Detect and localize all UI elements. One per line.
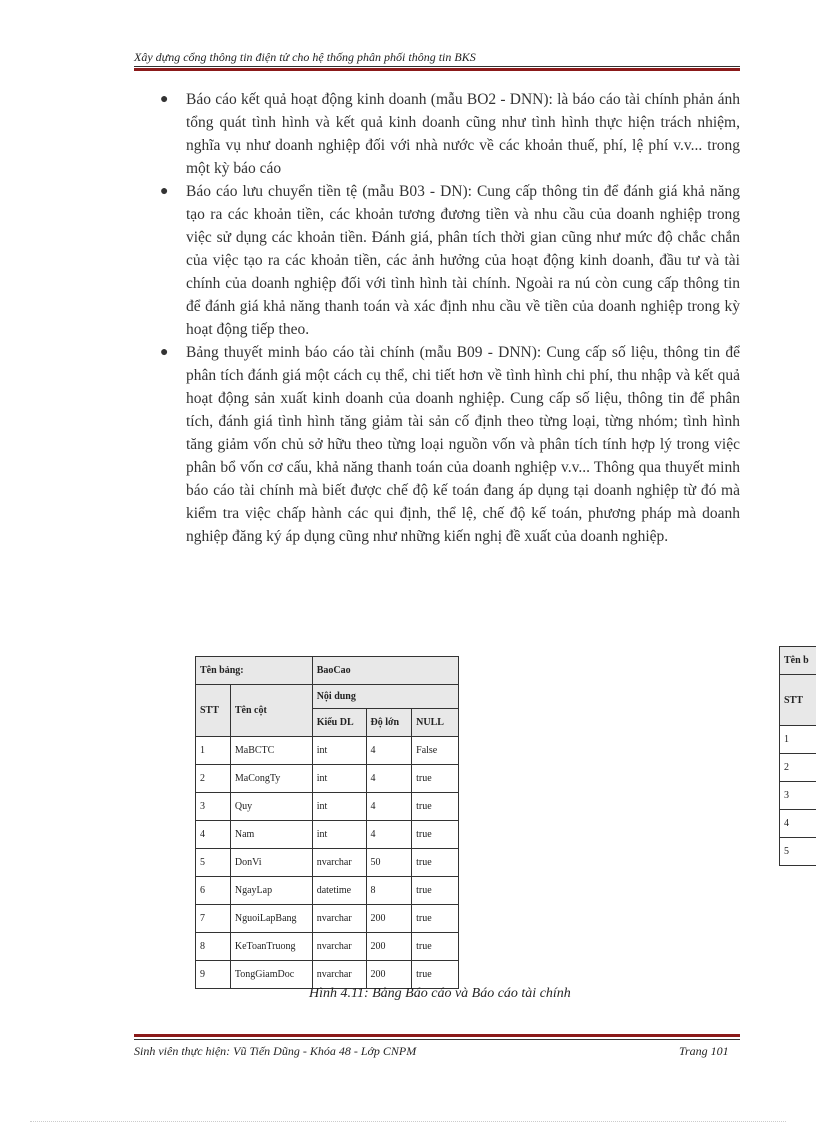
table-row (196, 877, 459, 905)
cell-null: true (412, 877, 459, 905)
cell-stt: 1 (780, 726, 816, 754)
footer-rule-thick (134, 1034, 740, 1037)
cell-ten: NgayLap (230, 877, 312, 905)
table-row (780, 726, 816, 754)
table-row (780, 754, 816, 782)
cell-stt: 1 (196, 737, 231, 765)
cell-kieu: int (312, 737, 366, 765)
footer-page-number: Trang 101 (679, 1044, 729, 1058)
paragraph-text: Bảng thuyết minh báo cáo tài chính (mẫu B09 - DNN): Cung cấp số liệu, thông tin để phân tích đánh giá một cách cụ thể, chi tiết hơn về tình hình chi phí, thu nhập và kết quả hoạt động sản xuất kinh doanh của doanh nghiệp. Cung cấp số liệu, thông tin để phân tích, đánh giá tình hình tăng giảm tài sản cố định theo từng loại, từng nhóm; tình hình tăng giảm vốn chủ sở hữu theo từng loại nguồn vốn và phân tích tính hợp lý trong việc phân bổ vốn cơ cấu, khả năng thanh toán của doanh nghiệp v.v... Thông qua thuyết minh báo cáo tài chính mà biết được chế độ kế toán đang áp dụng tại doanh nghiệp từ đó mà kiểm tra việc chấp hành các qui định, thể lệ, chế độ kế toán, phương pháp mà doanh nghiệp đăng ký áp dụng cũng như những kiến nghị đề xuất của doanh nghiệp. (186, 344, 740, 545)
table-row (196, 821, 459, 849)
table-row (196, 961, 459, 989)
bullet-icon: ● (160, 184, 169, 199)
list-item (160, 341, 740, 548)
header-null: NULL (412, 709, 459, 737)
paragraph-text: Báo cáo kết quả hoạt động kinh doanh (mẫu BO2 - DNN): là báo cáo tài chính phản ánh tổng quát tình hình và kết quả kinh doanh cũng như tình hình thực hiện trách nhiệm, nghĩa vụ như doanh nghiệp đối với nhà nước về các khoản thuế, phí, lệ phí v.v... trong một kỳ báo cáo (186, 91, 740, 177)
cell-stt: 5 (780, 838, 816, 866)
table-row (196, 765, 459, 793)
table-name-value: BaoCao (312, 657, 458, 685)
cell-kieu: int (312, 821, 366, 849)
cell-kieu: nvarchar (312, 933, 366, 961)
cell-stt: 5 (196, 849, 231, 877)
page-edge (30, 1121, 786, 1122)
cell-null: true (412, 961, 459, 989)
header-do-lon: Độ lớn (366, 709, 412, 737)
cell-kieu: int (312, 765, 366, 793)
running-header: Xây dựng cổng thông tin điện tử cho hệ thống phân phối thông tin BKS (134, 50, 476, 64)
cell-dolon: 200 (366, 933, 412, 961)
footer-student: Sinh viên thực hiện: Vũ Tiến Dũng - Khóa 48 - Lớp CNPM (134, 1044, 417, 1058)
header-noi-dung: Nội dung (312, 685, 458, 709)
table-row (196, 933, 459, 961)
cell-stt: 2 (196, 765, 231, 793)
cell-ten: DonVi (230, 849, 312, 877)
cell-dolon: 4 (366, 765, 412, 793)
table-row (780, 810, 816, 838)
cell-stt: 4 (780, 810, 816, 838)
cell-ten: Quy (230, 793, 312, 821)
cell-dolon: 200 (366, 905, 412, 933)
cell-dolon: 4 (366, 737, 412, 765)
table-name-label: Tên bảng: (196, 657, 313, 685)
list-item (160, 180, 740, 341)
cell-dolon: 50 (366, 849, 412, 877)
bullet-icon: ● (160, 345, 169, 360)
table-row (196, 905, 459, 933)
cell-dolon: 8 (366, 877, 412, 905)
cell-stt: 3 (780, 782, 816, 810)
table-row (196, 737, 459, 765)
header-ten-cot: Tên cột (230, 685, 312, 737)
table-row (780, 782, 816, 810)
figure-caption: Hình 4.11: Bảng Báo cáo và Báo cáo tài chính (309, 986, 571, 1001)
side-table-label: Tên b (780, 647, 816, 675)
table-row (780, 838, 816, 866)
cell-null: true (412, 821, 459, 849)
cell-ten: TongGiamDoc (230, 961, 312, 989)
cell-ten: MaCongTy (230, 765, 312, 793)
cell-null: true (412, 933, 459, 961)
cell-null: False (412, 737, 459, 765)
cell-dolon: 4 (366, 821, 412, 849)
cell-ten: NguoiLapBang (230, 905, 312, 933)
header-kieu-dl: Kiểu DL (312, 709, 366, 737)
bullet-list (160, 88, 740, 548)
side-header-stt: STT (780, 675, 816, 726)
cell-stt: 2 (780, 754, 816, 782)
cell-stt: 8 (196, 933, 231, 961)
cell-stt: 3 (196, 793, 231, 821)
footer-rule-thin (134, 1039, 740, 1040)
cell-ten: KeToanTruong (230, 933, 312, 961)
cell-kieu: nvarchar (312, 849, 366, 877)
table-row (196, 849, 459, 877)
cell-null: true (412, 793, 459, 821)
table-row (196, 793, 459, 821)
cell-stt: 4 (196, 821, 231, 849)
baocao-table (195, 656, 459, 989)
cell-kieu: int (312, 793, 366, 821)
cell-null: true (412, 765, 459, 793)
header-rule-thin (134, 66, 740, 67)
header-rule-thick (134, 68, 740, 71)
cell-kieu: nvarchar (312, 961, 366, 989)
bullet-icon: ● (160, 92, 169, 107)
cell-ten: MaBCTC (230, 737, 312, 765)
cell-dolon: 200 (366, 961, 412, 989)
cell-kieu: datetime (312, 877, 366, 905)
cell-ten: Nam (230, 821, 312, 849)
cell-kieu: nvarchar (312, 905, 366, 933)
list-item (160, 88, 740, 180)
cell-stt: 7 (196, 905, 231, 933)
cell-stt: 6 (196, 877, 231, 905)
cell-stt: 9 (196, 961, 231, 989)
side-table (779, 646, 816, 866)
header-stt: STT (196, 685, 231, 737)
cell-null: true (412, 849, 459, 877)
paragraph-text: Báo cáo lưu chuyển tiền tệ (mẫu B03 - DN): Cung cấp thông tin để đánh giá khả năng tạo ra các khoản tiền, các khoản tương đương tiền và nhu cầu của doanh nghiệp trong việc sử dụng các khoản tiền. Đánh giá, phân tích thời gian cũng như mức độ chắc chắn của việc tạo ra các khoản tiền, các ảnh hưởng của hoạt động kinh doanh, đầu tư và tài chính của doanh nghiệp đối với tình hình tài chính. Ngoài ra nú còn cung cấp thông tin để đánh giá khả năng thanh toán và xác định nhu cầu về tiền của doanh nghiệp trong kỳ hoạt động tiếp theo. (186, 183, 740, 338)
cell-dolon: 4 (366, 793, 412, 821)
cell-null: true (412, 905, 459, 933)
